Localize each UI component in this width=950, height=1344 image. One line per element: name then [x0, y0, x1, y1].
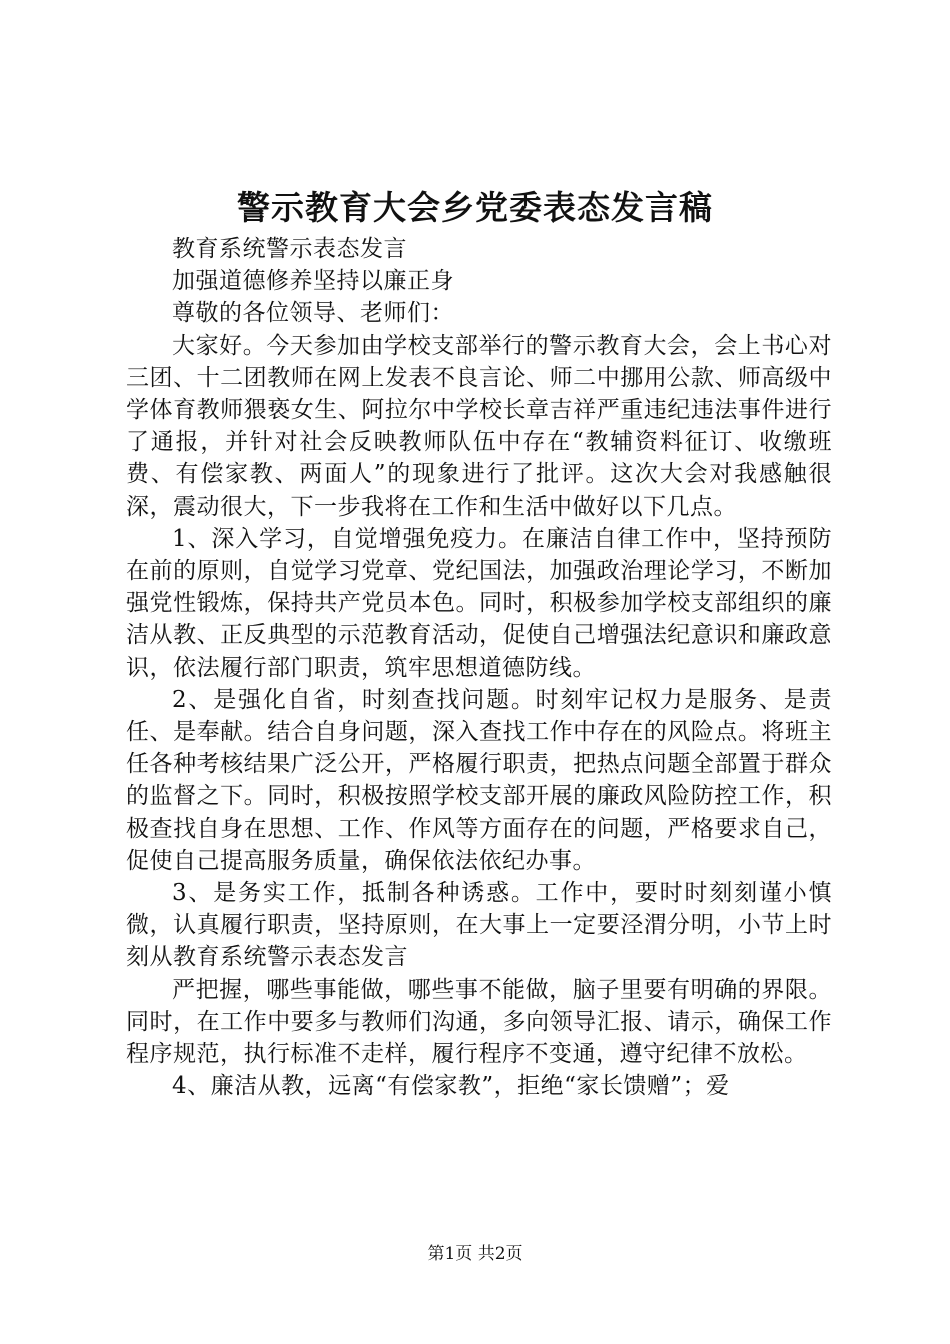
paragraph-intro: 大家好。今天参加由学校支部举行的警示教育大会，会上书心对三团、十二团教师在网上发表不良言论、师二中挪用公款、师高级中学体育教师猥亵女生、阿拉尔中学校长章吉祥严重违纪违法事件进行了通报，并针对社会反映教师队伍中存在“教辅资料征订、收缴班费、有偿家教、两面人”的现象进行了批评。这次大会对我感触很深，震动很大，下一步我将在工作和生活中做好以下几点。: [126, 332, 832, 520]
paragraph-point-3: 3、是务实工作，抵制各种诱惑。工作中，要时时刻刻谨小慎微，认真履行职责，坚持原则，在大事上一定要泾渭分明，小节上时刻从教育系统警示表态发言: [126, 880, 832, 971]
document-title: 警示教育大会乡党委表态发言稿: [237, 188, 713, 227]
page-footer: 第1页 共2页: [427, 1244, 523, 1264]
paragraph-point-2: 2、是强化自省，时刻查找问题。时刻牢记权力是服务、是责任、是奉献。结合自身问题，深入查找工作中存在的风险点。将班主任各种考核结果广泛公开，严格履行职责，把热点问题全部置于群众的监督之下。同时，积极按照学校支部开展的廉政风险防控工作，积极查找自身在思想、工作、作风等方面存在的问题，严格要求自己，促使自己提高服务质量，确保依法依纪办事。: [126, 686, 832, 874]
document-body: [126, 233, 832, 1102]
paragraph-point-4: 4、廉洁从教，远离“有偿家教”，拒绝“家长馈赠”；爱: [172, 1073, 730, 1100]
paragraph-theme: 加强道德修养坚持以廉正身: [172, 268, 454, 295]
paragraph-point-3-continued: 严把握，哪些事能做，哪些事不能做，脑子里要有明确的界限。同时，在工作中要多与教师们沟通，多向领导汇报、请示，确保工作程序规范，执行标准不走样，履行程序不变通，遵守纪律不放松。: [126, 976, 832, 1068]
paragraph-point-1: 1、深入学习，自觉增强免疫力。在廉洁自律工作中，坚持预防在前的原则，自觉学习党章、党纪国法，加强政治理论学习，不断加强党性锻炼，保持共产党员本色。同时，积极参加学校支部组织的廉洁从教、正反典型的示范教育活动，促使自己增强法纪意识和廉政意识，依法履行部门职责，筑牢思想道德防线。: [126, 525, 832, 681]
paragraph-salutation: 尊敬的各位领导、老师们：: [172, 300, 454, 327]
paragraph-subtitle: 教育系统警示表态发言: [172, 236, 407, 262]
